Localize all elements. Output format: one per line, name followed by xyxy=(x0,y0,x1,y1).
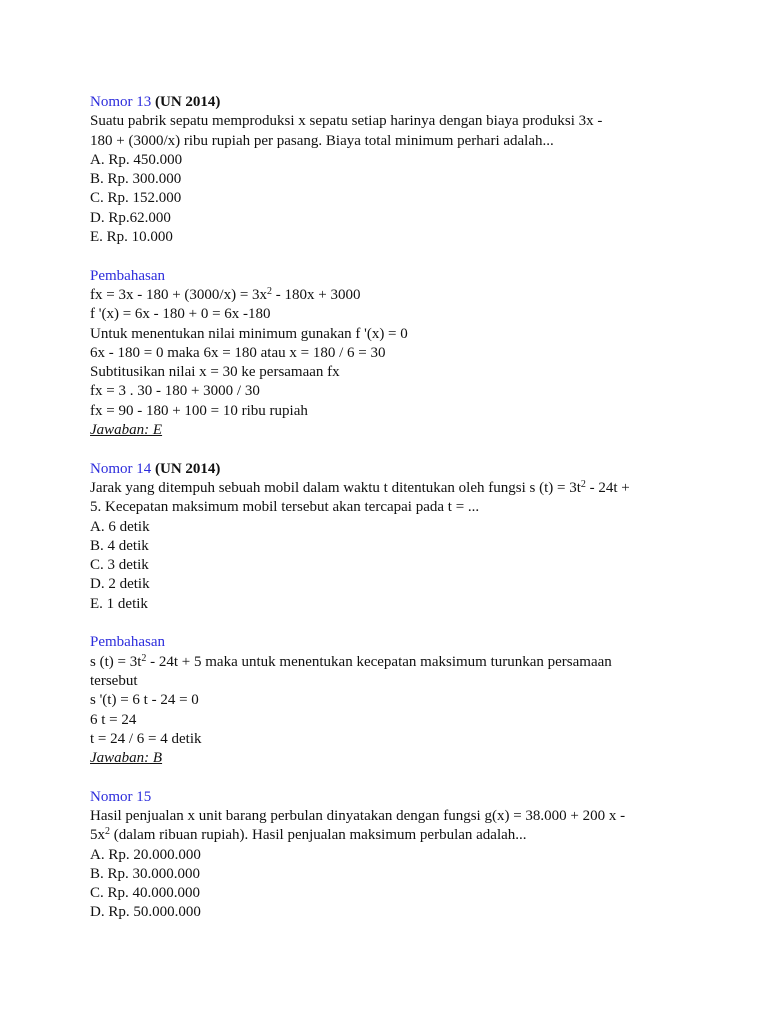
question-14-option-b: B. 4 detik xyxy=(90,537,149,554)
question-15-text-line-2-rest: (dalam ribuan rupiah). Hasil penjualan maksimum perbulan adalah... xyxy=(110,827,527,844)
question-14-option-c: C. 3 detik xyxy=(90,557,149,574)
solution-14-line-3: s '(t) = 6 t - 24 = 0 xyxy=(90,692,199,709)
solution-14-line-5: t = 24 / 6 = 4 detik xyxy=(90,730,202,747)
solution-14-line-4: 6 t = 24 xyxy=(90,711,137,728)
question-13-number: Nomor 13 xyxy=(90,94,152,110)
question-14-number: Nomor 14 xyxy=(90,460,152,477)
solution-13-line-6: fx = 3 . 30 - 180 + 3000 / 30 xyxy=(90,383,260,400)
question-15-text-line-2-text: 5x xyxy=(90,827,105,844)
solution-13-line-1-rest: - 180x + 3000 xyxy=(272,286,361,303)
document-page xyxy=(90,93,690,923)
solution-13-heading: Pembahasan xyxy=(90,267,165,284)
solution-13-line-1 xyxy=(90,286,690,305)
question-14-option-a: A. 6 detik xyxy=(90,518,150,535)
question-14-heading xyxy=(90,460,690,479)
spacer xyxy=(90,440,690,459)
question-14-option-d: D. 2 detik xyxy=(90,576,150,593)
solution-14-line-1-text: s (t) = 3t xyxy=(90,653,142,670)
question-15-option-a: A. Rp. 20.000.000 xyxy=(90,846,201,863)
solution-13-line-7: fx = 90 - 180 + 100 = 10 ribu rupiah xyxy=(90,402,308,419)
superscript: 2 xyxy=(267,285,273,297)
solution-14-line-1-rest: - 24t + 5 maka untuk menentukan kecepatan maksimum turunkan persamaan xyxy=(146,653,612,670)
solution-13-line-1-text: fx = 3x - 180 + (3000/x) = 3x xyxy=(90,286,268,303)
spacer xyxy=(90,768,690,787)
question-13-text-line-2: 180 + (3000/x) ribu rupiah per pasang. Biaya total minimum perhari adalah... xyxy=(90,132,554,149)
question-13-option-b: B. Rp. 300.000 xyxy=(90,171,182,188)
question-15-option-c: C. Rp. 40.000.000 xyxy=(90,885,201,902)
spacer xyxy=(90,614,690,633)
spacer xyxy=(90,247,690,266)
question-15-number: Nomor 15 xyxy=(90,788,152,805)
solution-14-answer: Jawaban: B xyxy=(90,750,163,767)
solution-13-line-5: Subtitusikan nilai x = 30 ke persamaan fx xyxy=(90,364,340,381)
question-14-option-e: E. 1 detik xyxy=(90,595,148,612)
question-13-option-a: A. Rp. 450.000 xyxy=(90,151,183,168)
question-14-text-line-1 xyxy=(90,479,690,498)
question-15-option-b: B. Rp. 30.000.000 xyxy=(90,865,201,882)
question-14-text-line-2: 5. Kecepatan maksimum mobil tersebut akan tercapai pada t = ... xyxy=(90,499,480,516)
superscript: 2 xyxy=(105,826,110,838)
solution-13-line-2: f '(x) = 6x - 180 + 0 = 6x -180 xyxy=(90,306,271,323)
question-13-text-line-1: Suatu pabrik sepatu memproduksi x sepatu setiap harinya dengan biaya produksi 3x - xyxy=(90,113,603,130)
question-14-text-line-1-rest: - 24t + xyxy=(585,479,630,496)
solution-14-line-2: tersebut xyxy=(90,672,138,689)
question-15-option-d: D. Rp. 50.000.000 xyxy=(90,904,201,921)
superscript: 2 xyxy=(141,652,147,664)
question-13-heading xyxy=(90,93,690,112)
solution-13-answer: Jawaban: E xyxy=(90,422,163,439)
solution-14-answer-row xyxy=(90,749,690,768)
question-15-text-line-2 xyxy=(90,826,690,845)
solution-13-line-4: 6x - 180 = 0 maka 6x = 180 atau x = 180 / 6 = 30 xyxy=(90,344,386,361)
solution-13-line-3: Untuk menentukan nilai minimum gunakan f '(x) = 0 xyxy=(90,325,408,342)
question-13-option-e: E. Rp. 10.000 xyxy=(90,229,173,246)
question-15-text-line-1: Hasil penjualan x unit barang perbulan dinyatakan dengan fungsi g(x) = 38.000 + 200 x - xyxy=(90,807,626,824)
question-14-tag: (UN 2014) xyxy=(151,460,221,477)
superscript: 2 xyxy=(580,478,586,490)
question-14-text-line-1-text: Jarak yang ditempuh sebuah mobil dalam waktu t ditentukan oleh fungsi s (t) = 3t xyxy=(90,479,581,496)
solution-14-line-1 xyxy=(90,653,690,672)
solution-14-heading: Pembahasan xyxy=(90,634,165,651)
solution-13-answer-row xyxy=(90,421,690,440)
question-13-option-d: D. Rp.62.000 xyxy=(90,209,171,226)
question-13-option-c: C. Rp. 152.000 xyxy=(90,190,182,207)
question-13-tag: (UN 2014) xyxy=(151,94,221,110)
